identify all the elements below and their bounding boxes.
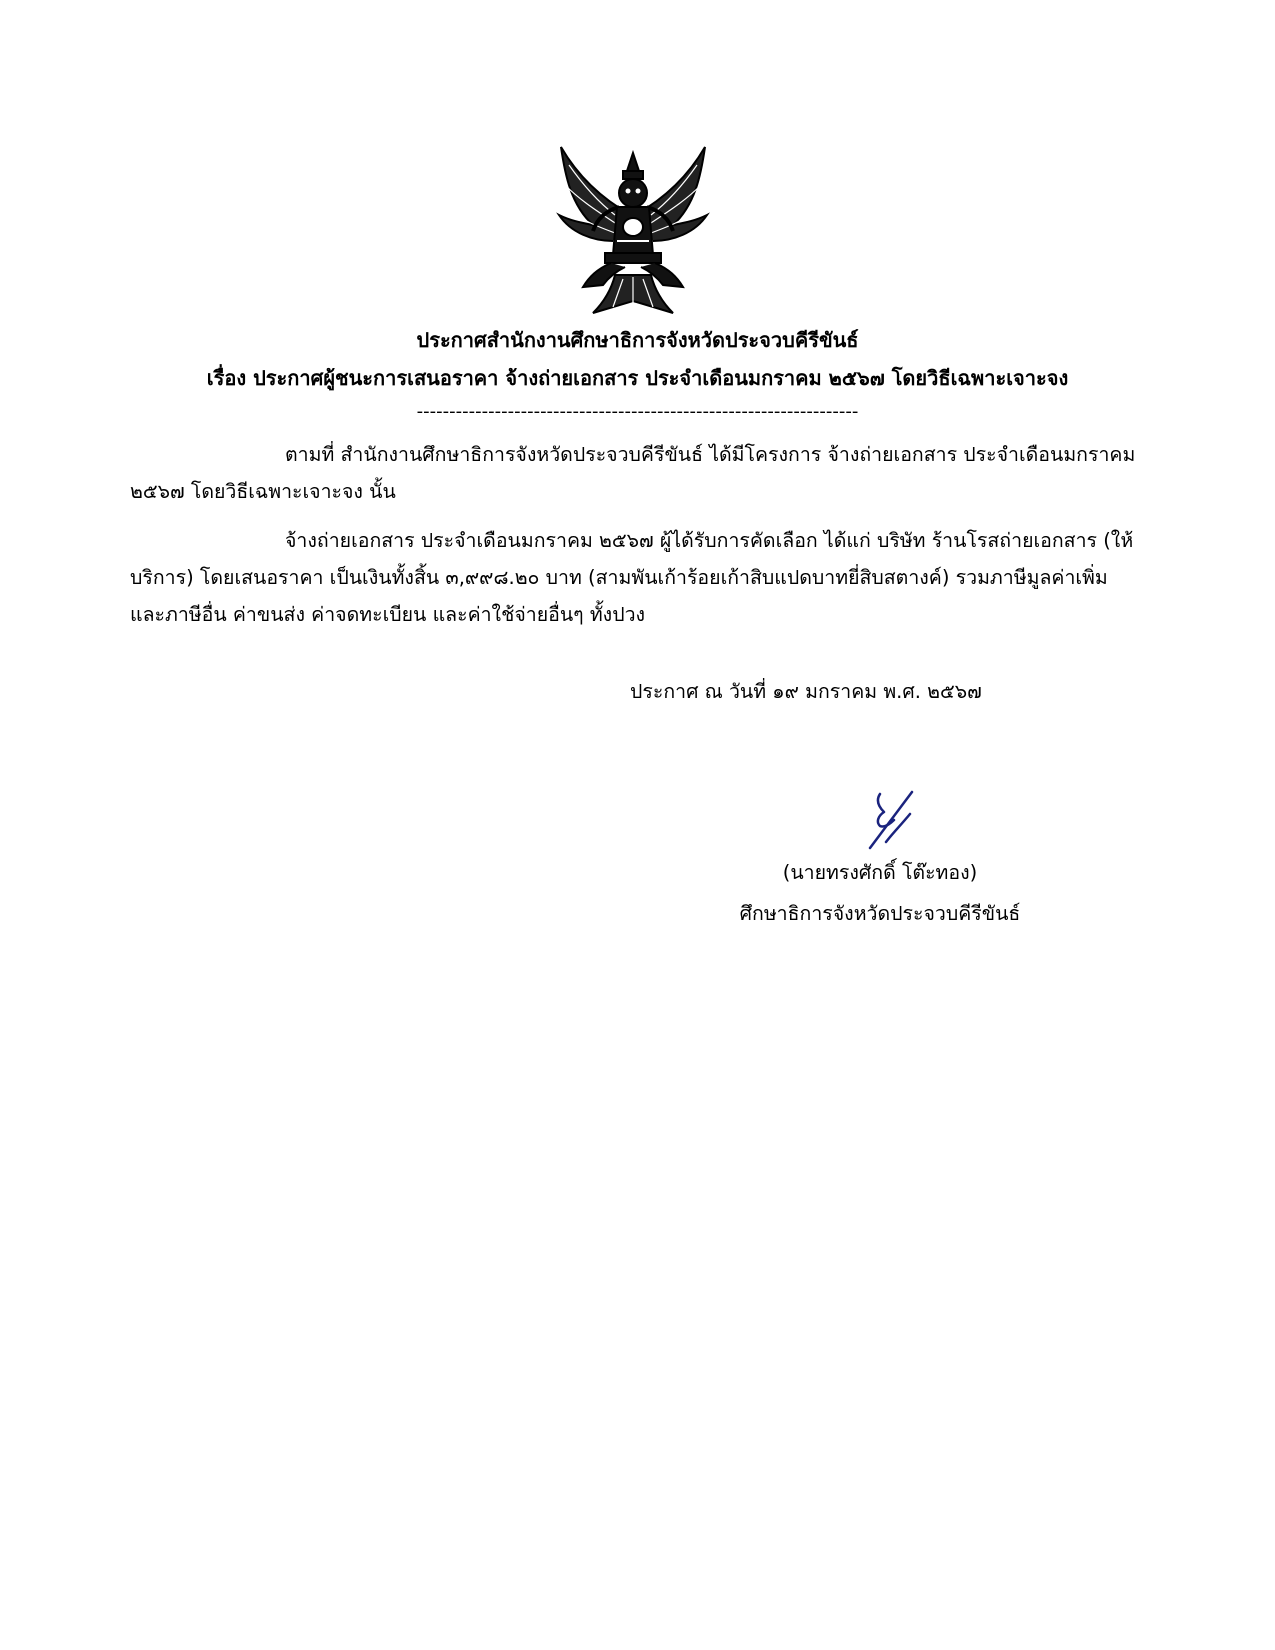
announcement-subject: เรื่อง ประกาศผู้ชนะการเสนอราคา จ้างถ่ายเอกสาร ประจำเดือนมกราคม ๒๕๖๗ โดยวิธีเฉพาะเจาะจง: [206, 366, 1069, 390]
garuda-emblem-icon: [553, 145, 713, 317]
announcement-date: ประกาศ ณ วันที่ ๑๙ มกราคม พ.ศ. ๒๕๖๗: [630, 680, 982, 703]
signature-icon: [866, 790, 926, 850]
title-divider: --------------------------------------------------------------------: [416, 401, 859, 422]
announcement-title: ประกาศสำนักงานศึกษาธิการจังหวัดประจวบคีรีขันธ์: [416, 328, 859, 352]
signer-position: ศึกษาธิการจังหวัดประจวบคีรีขันธ์: [739, 902, 1021, 925]
body-paragraph-1: ตามที่ สำนักงานศึกษาธิการจังหวัดประจวบคีรีขันธ์ ได้มีโครงการ จ้างถ่ายเอกสาร ประจำเดือนมกราคม ๒๕๖๗ โดยวิธีเฉพาะเจาะจง นั้น: [130, 443, 1136, 503]
signer-name: (นายทรงศักดิ์ โต๊ะทอง): [782, 861, 978, 884]
body-paragraph-2: จ้างถ่ายเอกสาร ประจำเดือนมกราคม ๒๕๖๗ ผู้ได้รับการคัดเลือก ได้แก่ บริษัท ร้านโรสถ่ายเอกสาร (ให้บริการ) โดยเสนอราคา เป็นเงินทั้งสิ้น ๓,๙๙๘.๒๐ บาท (สามพันเก้าร้อยเก้าสิบแปดบาทยี่สิบสตางค์) รวมภาษีมูลค่าเพิ่มและภาษีอื่น ค่าขนส่ง ค่าจดทะเบียน และค่าใช้จ่ายอื่นๆ ทั้งปวง: [130, 529, 1134, 626]
